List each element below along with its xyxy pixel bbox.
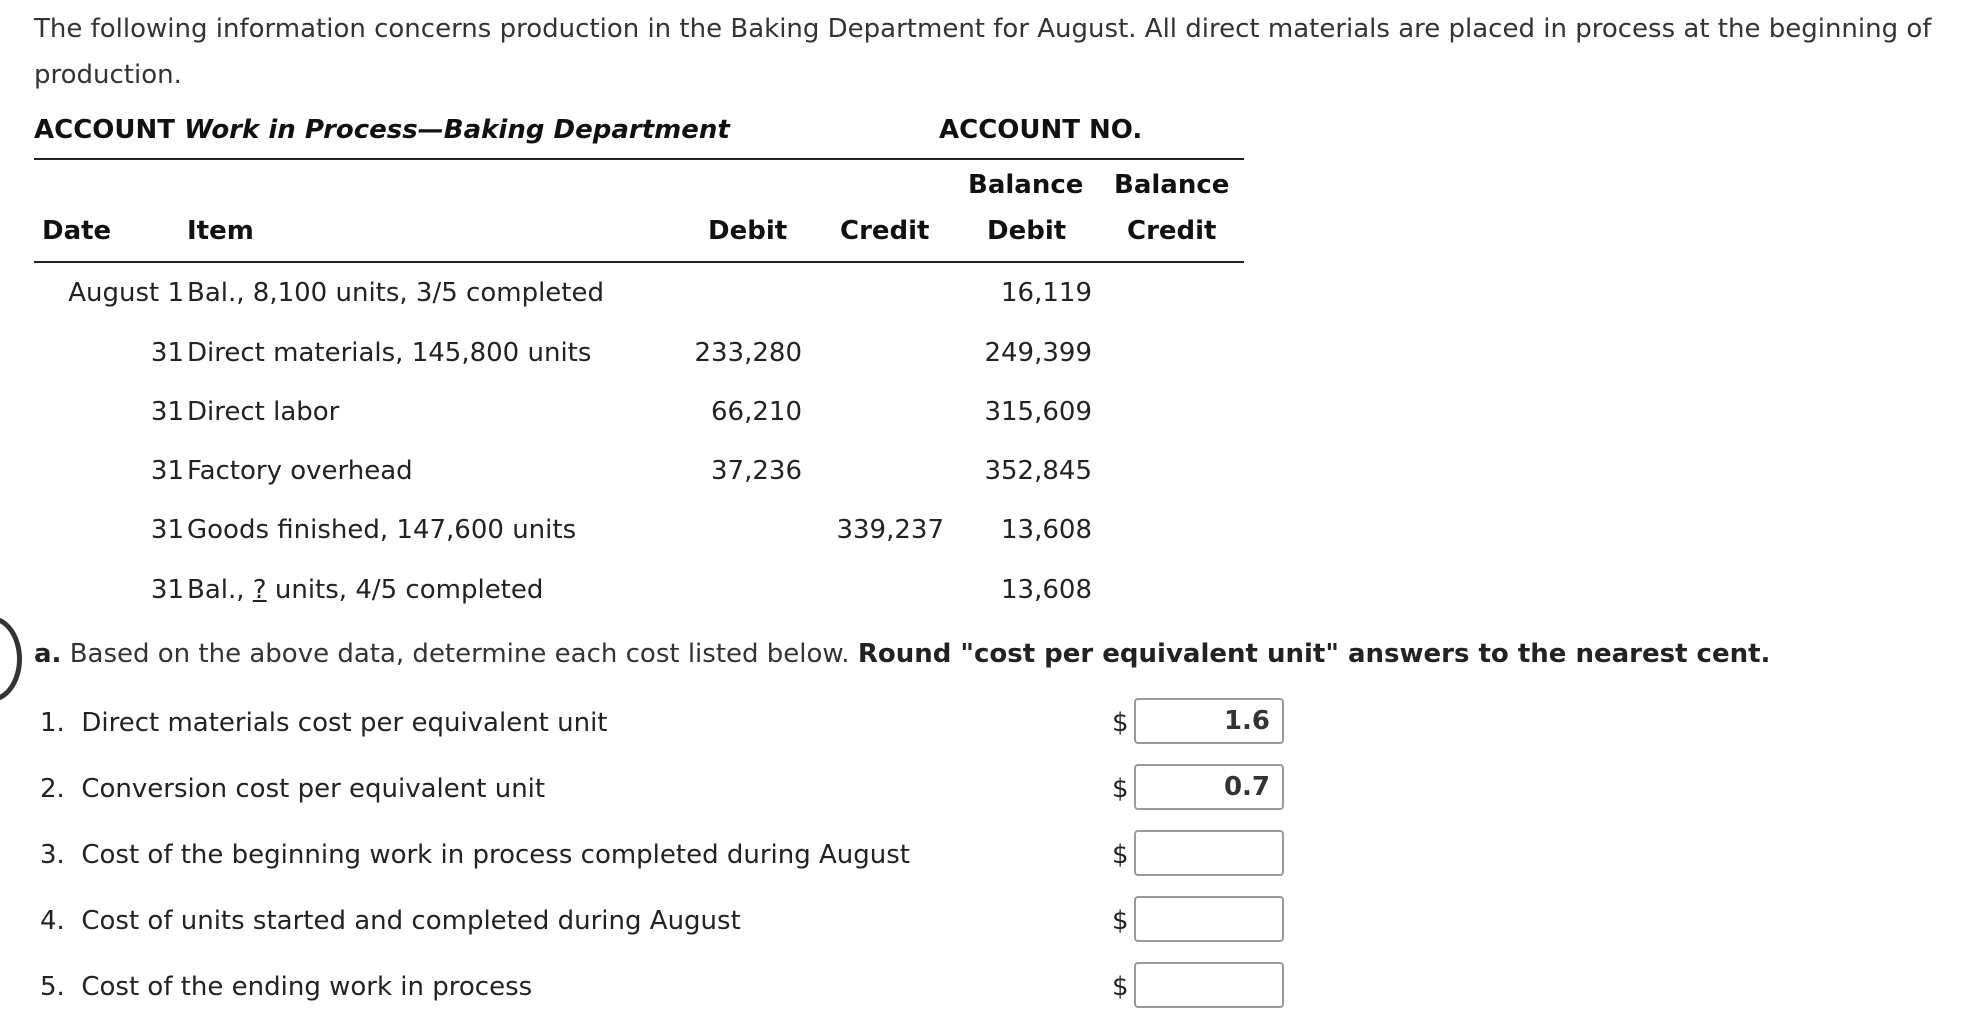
account-number-label: ACCOUNT NO. — [939, 115, 1143, 145]
col-credit: Credit — [840, 216, 930, 246]
question-text: Based on the above data, determine each cost listed below. — [69, 639, 850, 669]
row-debit: 66,210 — [711, 397, 802, 427]
col-item: Item — [187, 216, 254, 246]
currency-symbol: $ — [1112, 774, 1129, 804]
answer-input-ending-wip[interactable] — [1134, 962, 1284, 1008]
answer-label — [40, 895, 741, 947]
currency-symbol: $ — [1112, 972, 1129, 1002]
row-balance-debit: 13,608 — [1001, 515, 1092, 545]
col-balance-credit-top: Balance — [1114, 170, 1230, 200]
answer-text: Cost of units started and completed during August — [81, 906, 741, 936]
col-date: Date — [42, 216, 112, 246]
ledger-row — [34, 507, 1244, 553]
header-rule — [34, 261, 1244, 263]
row-item: Direct materials, 145,800 units — [187, 338, 592, 368]
answer-number: 4. — [40, 906, 65, 936]
row-balance-debit: 352,845 — [984, 456, 1092, 486]
row-item — [187, 567, 543, 613]
answer-text: Conversion cost per equivalent unit — [81, 774, 546, 804]
ledger-row — [34, 330, 1244, 376]
answer-text: Cost of the beginning work in process completed during August — [81, 840, 910, 870]
question-a — [34, 632, 1770, 676]
currency-symbol: $ — [1112, 840, 1129, 870]
answer-row — [40, 829, 1300, 881]
question-emphasis: Round "cost per equivalent unit" answers to the nearest cent. — [857, 639, 1771, 669]
answer-label — [40, 829, 910, 881]
row-date: 31 — [150, 515, 184, 545]
question-label: a. — [34, 639, 62, 669]
answer-input-conversion[interactable] — [1134, 764, 1284, 810]
answer-number: 3. — [40, 840, 65, 870]
col-balance-credit: Credit — [1127, 216, 1217, 246]
row-item: Factory overhead — [187, 456, 413, 486]
answer-row — [40, 763, 1300, 815]
account-name: Work in Process—Baking Department — [184, 115, 730, 145]
answer-text: Cost of the ending work in process — [81, 972, 533, 1002]
row-balance-debit: 315,609 — [984, 397, 1092, 427]
row-balance-debit: 13,608 — [1001, 575, 1092, 605]
row-item-post: units, 4/5 completed — [266, 575, 544, 605]
account-label: ACCOUNT — [34, 115, 175, 145]
row-date: August 1 — [68, 278, 184, 308]
account-header — [34, 108, 1244, 160]
row-balance-debit: 249,399 — [984, 338, 1092, 368]
ledger-row — [34, 389, 1244, 435]
row-date: 31 — [150, 397, 184, 427]
row-credit: 339,237 — [836, 515, 944, 545]
answer-row — [40, 697, 1300, 749]
col-balance-debit: Debit — [987, 216, 1067, 246]
row-item: Bal., 8,100 units, 3/5 completed — [187, 278, 604, 308]
account-title — [34, 108, 730, 152]
unknown-units-marker: ? — [252, 575, 267, 605]
answer-number: 5. — [40, 972, 65, 1002]
answer-input-beginning-wip[interactable] — [1134, 830, 1284, 876]
row-date: 31 — [150, 338, 184, 368]
row-date: 31 — [150, 575, 184, 605]
answer-row — [40, 895, 1300, 947]
answer-label — [40, 763, 545, 815]
left-circle-decoration — [0, 616, 22, 702]
answer-label — [40, 961, 532, 1013]
row-balance-debit: 16,119 — [1001, 278, 1092, 308]
row-date: 31 — [150, 456, 184, 486]
row-item: Direct labor — [187, 397, 340, 427]
intro-text: The following information concerns production in the Baking Department for August. All direct materials are placed in process at the beginning of production. — [34, 14, 1932, 90]
row-item: Goods finished, 147,600 units — [187, 515, 577, 545]
col-debit: Debit — [708, 216, 788, 246]
answer-input-started-completed[interactable] — [1134, 896, 1284, 942]
row-debit: 37,236 — [711, 456, 802, 486]
answer-input-direct-materials[interactable] — [1134, 698, 1284, 744]
answer-row — [40, 961, 1300, 1013]
col-balance-debit-top: Balance — [968, 170, 1084, 200]
answer-number: 2. — [40, 774, 65, 804]
ledger-row — [34, 270, 1244, 316]
currency-symbol: $ — [1112, 708, 1129, 738]
answer-text: Direct materials cost per equivalent unit — [81, 708, 608, 738]
row-debit: 233,280 — [694, 338, 802, 368]
row-item-pre: Bal., — [187, 575, 253, 605]
ledger-row — [34, 448, 1244, 494]
answer-label — [40, 697, 608, 749]
ledger-row — [34, 567, 1244, 613]
answer-number: 1. — [40, 708, 65, 738]
currency-symbol: $ — [1112, 906, 1129, 936]
